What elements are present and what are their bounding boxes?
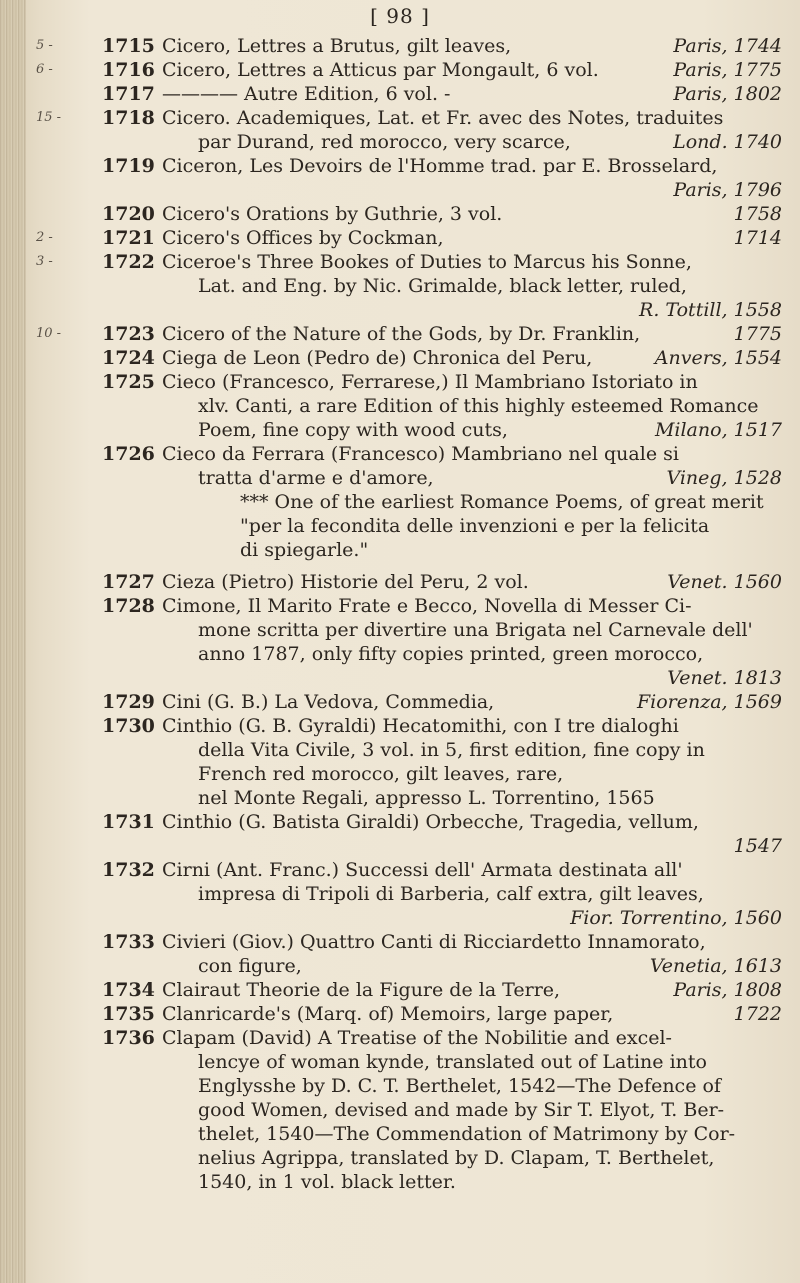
lot-number: 1733 <box>102 931 155 953</box>
catalogue-line <box>0 786 800 810</box>
entry-text: Cimone, Il Marito Frate e Becco, Novella di Messer Ci- <box>162 595 692 617</box>
entry-text: Cicero's Orations by Guthrie, 3 vol. <box>162 203 503 225</box>
catalogue-line <box>0 570 800 594</box>
imprint: R. Tottill, 1558 <box>639 299 782 321</box>
entry-text: Cieco (Francesco, Ferrarese,) Il Mambriano Istoriato in <box>162 371 698 393</box>
catalogue-line <box>0 858 800 882</box>
entry-text: 1540, in 1 vol. black letter. <box>198 1171 456 1193</box>
imprint: 1722 <box>733 1003 782 1025</box>
entry-text: French red morocco, gilt leaves, rare, <box>198 763 564 785</box>
catalogue-line <box>0 514 800 538</box>
catalogue-line <box>0 954 800 978</box>
entry-text: Cirni (Ant. Franc.) Successi dell' Armata destinata all' <box>162 859 683 881</box>
entry-text: Cini (G. B.) La Vedova, Commedia, <box>162 691 495 713</box>
catalogue-line <box>0 618 800 642</box>
entry-text: *** One of the earliest Romance Poems, of great merit <box>240 491 764 513</box>
entry-text: Cicero's Offices by Cockman, <box>162 227 444 249</box>
imprint: Fiorenza, 1569 <box>636 691 782 713</box>
entry-text: Cicero, Lettres a Brutus, gilt leaves, <box>162 35 512 57</box>
entry-text: Ciceron, Les Devoirs de l'Homme trad. par E. Brosselard, <box>162 155 718 177</box>
entry-text: della Vita Civile, 3 vol. in 5, first edition, fine copy in <box>198 739 705 761</box>
entry-text: Civieri (Giov.) Quattro Canti di Ricciardetto Innamorato, <box>162 931 706 953</box>
catalogue-line <box>0 130 800 154</box>
catalogue-line <box>0 882 800 906</box>
imprint: Paris, 1775 <box>673 59 782 81</box>
entry-text: Lat. and Eng. by Nic. Grimalde, black letter, ruled, <box>198 275 687 297</box>
entry-text: thelet, 1540—The Commendation of Matrimony by Cor- <box>198 1123 736 1145</box>
catalogue-line <box>0 466 800 490</box>
catalogue-line <box>0 418 800 442</box>
imprint: 1714 <box>733 227 782 249</box>
lot-number: 1729 <box>102 691 155 713</box>
imprint: 1547 <box>733 835 782 857</box>
catalogue-line <box>0 1002 800 1026</box>
imprint: Paris, 1808 <box>673 979 782 1001</box>
entry-text: di spiegarle." <box>240 539 369 561</box>
entry-text: Cinthio (G. B. Gyraldi) Hecatomithi, con I tre dialoghi <box>162 715 679 737</box>
entry-text: impresa di Tripoli di Barberia, calf extra, gilt leaves, <box>198 883 704 905</box>
lot-number: 1716 <box>102 59 155 81</box>
catalogue-line <box>0 1074 800 1098</box>
lot-number: 1734 <box>102 979 155 1001</box>
imprint: Paris, 1744 <box>673 35 782 57</box>
entry-text: ———— Autre Edition, 6 vol. - <box>162 83 451 105</box>
lot-number: 1719 <box>102 155 155 177</box>
catalogue-entries <box>0 34 800 1194</box>
imprint: 1758 <box>733 203 782 225</box>
imprint: Paris, 1802 <box>673 83 782 105</box>
lot-number: 1723 <box>102 323 155 345</box>
catalogue-line <box>0 906 800 930</box>
imprint: Paris, 1796 <box>673 179 782 201</box>
entry-text: Cieza (Pietro) Historie del Peru, 2 vol. <box>162 571 529 593</box>
imprint: Milano, 1517 <box>654 419 782 441</box>
entry-text: xlv. Canti, a rare Edition of this highly esteemed Romance <box>198 395 759 417</box>
catalogue-line <box>0 594 800 618</box>
entry-text: anno 1787, only fifty copies printed, green morocco, <box>198 643 704 665</box>
lot-number: 1724 <box>102 347 155 369</box>
entry-text: Cicero, Lettres a Atticus par Mongault, 6 vol. <box>162 59 599 81</box>
entry-text: Poem, fine copy with wood cuts, <box>198 419 508 441</box>
catalogue-line <box>0 490 800 514</box>
catalogue-line <box>0 538 800 562</box>
margin-annotation: 5 - <box>36 38 53 53</box>
margin-annotation: 15 - <box>36 110 62 125</box>
catalogue-line <box>0 34 800 58</box>
catalogue-line <box>0 178 800 202</box>
lot-number: 1718 <box>102 107 155 129</box>
entry-text: Clairaut Theorie de la Figure de la Terre, <box>162 979 561 1001</box>
entry-text: lencye of woman kynde, translated out of Latine into <box>198 1051 707 1073</box>
lot-number: 1722 <box>102 251 155 273</box>
entry-text: Cieco da Ferrara (Francesco) Mambriano nel quale si <box>162 443 679 465</box>
lot-number: 1730 <box>102 715 155 737</box>
catalogue-line <box>0 1146 800 1170</box>
catalogue-line <box>0 930 800 954</box>
imprint: Venetia, 1613 <box>649 955 782 977</box>
catalogue-line <box>0 738 800 762</box>
page-number: [ 98 ] <box>370 4 430 28</box>
catalogue-line <box>0 1050 800 1074</box>
imprint: Lond. 1740 <box>673 131 782 153</box>
lot-number: 1717 <box>102 83 155 105</box>
catalogue-line <box>0 690 800 714</box>
imprint: Vineg, 1528 <box>666 467 782 489</box>
imprint: Venet. 1560 <box>667 571 782 593</box>
margin-annotation: 10 - <box>36 326 62 341</box>
catalogue-line <box>0 442 800 466</box>
lot-number: 1735 <box>102 1003 155 1025</box>
imprint: Anvers, 1554 <box>654 347 782 369</box>
catalogue-line <box>0 106 800 130</box>
catalogue-line <box>0 1170 800 1194</box>
catalogue-line <box>0 1122 800 1146</box>
entry-text: con figure, <box>198 955 302 977</box>
entry-text: good Women, devised and made by Sir T. Elyot, T. Ber- <box>198 1099 725 1121</box>
catalogue-line <box>0 978 800 1002</box>
catalogue-line <box>0 666 800 690</box>
catalogue-line <box>0 346 800 370</box>
catalogue-line <box>0 642 800 666</box>
catalogue-line <box>0 226 800 250</box>
lot-number: 1736 <box>102 1027 155 1049</box>
entry-text: tratta d'arme e d'amore, <box>198 467 434 489</box>
catalogue-line <box>0 834 800 858</box>
catalogue-line <box>0 154 800 178</box>
catalogue-line <box>0 274 800 298</box>
lot-number: 1732 <box>102 859 155 881</box>
catalogue-line <box>0 714 800 738</box>
catalogue-line <box>0 58 800 82</box>
lot-number: 1726 <box>102 443 155 465</box>
catalogue-line <box>0 562 800 570</box>
entry-text: Ciega de Leon (Pedro de) Chronica del Peru, <box>162 347 593 369</box>
catalogue-line <box>0 810 800 834</box>
lot-number: 1721 <box>102 227 155 249</box>
entry-text: par Durand, red morocco, very scarce, <box>198 131 571 153</box>
lot-number: 1728 <box>102 595 155 617</box>
entry-text: mone scritta per divertire una Brigata nel Carnevale dell' <box>198 619 753 641</box>
catalogue-line <box>0 370 800 394</box>
margin-annotation: 3 - <box>36 254 53 269</box>
entry-text: "per la fecondita delle invenzioni e per la felicita <box>240 515 710 537</box>
entry-text: nel Monte Regali, appresso L. Torrentino, 1565 <box>198 787 655 809</box>
catalogue-line <box>0 250 800 274</box>
catalogue-line <box>0 322 800 346</box>
entry-text: Cinthio (G. Batista Giraldi) Orbecche, Tragedia, vellum, <box>162 811 699 833</box>
lot-number: 1725 <box>102 371 155 393</box>
catalogue-line <box>0 394 800 418</box>
entry-text: Englysshe by D. C. T. Berthelet, 1542—The Defence of <box>198 1075 721 1097</box>
catalogue-line <box>0 1098 800 1122</box>
lot-number: 1720 <box>102 203 155 225</box>
catalogue-line <box>0 762 800 786</box>
lot-number: 1715 <box>102 35 155 57</box>
catalogue-line <box>0 202 800 226</box>
entry-text: Clanricarde's (Marq. of) Memoirs, large paper, <box>162 1003 614 1025</box>
imprint: Venet. 1813 <box>667 667 782 689</box>
entry-text: Clapam (David) A Treatise of the Nobilitie and excel- <box>162 1027 672 1049</box>
imprint: 1775 <box>733 323 782 345</box>
catalogue-line <box>0 82 800 106</box>
entry-text: Cicero of the Nature of the Gods, by Dr. Franklin, <box>162 323 641 345</box>
entry-text: nelius Agrippa, translated by D. Clapam, T. Berthelet, <box>198 1147 715 1169</box>
imprint: Fior. Torrentino, 1560 <box>570 907 782 929</box>
catalogue-line <box>0 1026 800 1050</box>
catalogue-line <box>0 298 800 322</box>
lot-number: 1731 <box>102 811 155 833</box>
entry-text: Ciceroe's Three Bookes of Duties to Marcus his Sonne, <box>162 251 692 273</box>
margin-annotation: 2 - <box>36 230 53 245</box>
margin-annotation: 6 - <box>36 62 53 77</box>
lot-number: 1727 <box>102 571 155 593</box>
entry-text: Cicero. Academiques, Lat. et Fr. avec des Notes, traduites <box>162 107 724 129</box>
